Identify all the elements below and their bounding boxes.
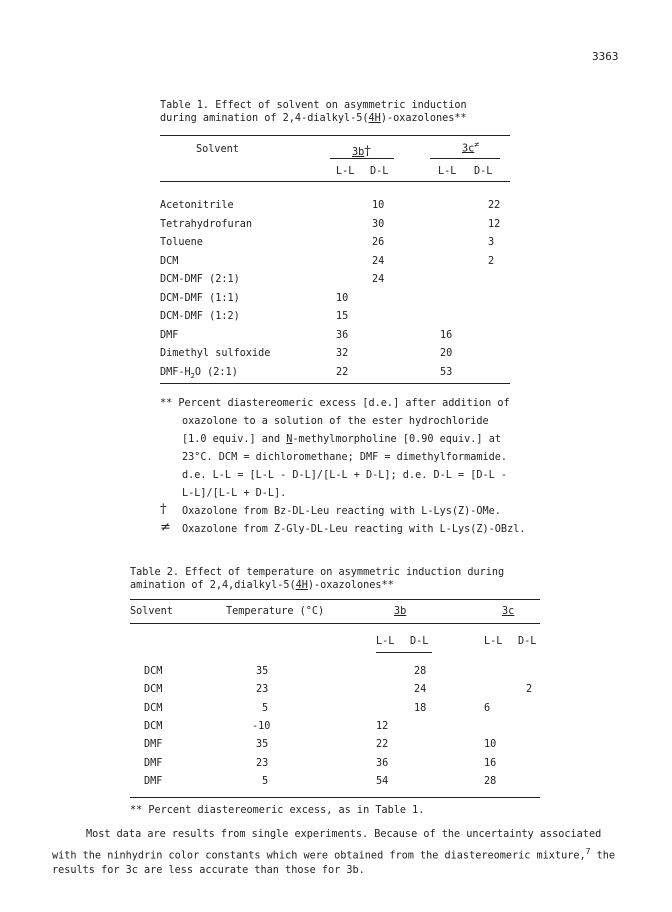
body-line-2: with the ninhydrin color constants which were obtained from the diastereomeric mixture,$^7$ the (52, 847, 615, 862)
table2-cell-solvent: DCM (144, 720, 163, 732)
table2-cell-3c-ll: 10 (484, 739, 497, 751)
table1-cell-3b-ll: 32 (336, 348, 349, 359)
table1-cell-3b-ll: 10 (336, 292, 349, 304)
table2-sub-ll-3c: L-L (484, 636, 503, 647)
table1-cell-3c-dl: 3 (488, 237, 495, 248)
table2-header-temperature: Temperature (°C) (226, 606, 325, 617)
table1-caption-line2: during amination of 2,4-dialkyl-5(4H)-oxazolones** (160, 113, 467, 124)
table1-footnote-dagger: Oxazolone from Bz-DL-Leu reacting with L-Lys(Z)-OMe. (182, 506, 501, 517)
table1-cell-solvent: DCM-DMF (1:2) (160, 311, 240, 322)
table2-header-rule (130, 623, 540, 624)
table2-cell-3b-ll: 36 (376, 757, 389, 769)
table2-cell-temperature: 23 (256, 757, 269, 769)
table1-cell-solvent: Acetonitrile (160, 200, 234, 211)
table2-cell-solvent: DMF (144, 775, 163, 787)
table1-bottom-rule (160, 383, 510, 384)
table1-cell-3c-dl: 12 (488, 218, 501, 230)
table2-cell-temperature: 5 (262, 775, 269, 787)
table1-cell-3b-ll: 36 (336, 329, 349, 341)
table2-caption-line1: Table 2. Effect of temperature on asymmetric induction during (130, 567, 505, 578)
table1-3b-rule (330, 158, 394, 159)
table1-footnote-line-4: 23°C. DCM = dichloromethane; DMF = dimethylformamide. (182, 452, 508, 463)
table2-cell-3b-dl: 18 (414, 702, 427, 714)
table2-header-solvent: Solvent (130, 606, 173, 617)
table1-header-3b: 3b† (352, 144, 371, 159)
table2-3b-rule (376, 652, 432, 653)
table2-cell-3b-ll: 54 (376, 775, 389, 787)
table1-header-rule (160, 181, 510, 182)
table2-cell-solvent: DCM (144, 684, 163, 696)
table2-cell-solvent: DMF (144, 757, 163, 769)
table1-cell-3b-dl: 24 (372, 255, 385, 267)
table2-cell-3b-dl: 28 (414, 666, 427, 677)
table2-cell-3b-ll: 12 (376, 720, 389, 732)
table2-top-rule (130, 599, 540, 600)
table1-header-solvent: Solvent (196, 144, 239, 155)
table1-cell-solvent: DMF-$H_2O$ (2:1) (160, 366, 238, 380)
table1-cell-solvent: Tetrahydrofuran (160, 218, 253, 230)
table1-cell-solvent: Toluene (160, 237, 203, 248)
table2-cell-temperature: 35 (256, 666, 269, 677)
table2-header-3b: 3b (394, 606, 407, 617)
table1-cell-3b-dl: 26 (372, 237, 385, 248)
table2-cell-solvent: DCM (144, 702, 163, 714)
table1-cell-3b-dl: 10 (372, 200, 385, 211)
body-line-3: results for 3c are less accurate than those for 3b. (52, 865, 365, 876)
table1-footnote-line-6: L-L]/[L-L + D-L]. (182, 488, 287, 499)
table1-3c-rule (430, 158, 500, 159)
table1-caption-line1: Table 1. Effect of solvent on asymmetric induction (160, 100, 467, 111)
not-equal-icon: ≠ (474, 140, 480, 149)
table2-cell-solvent: DMF (144, 739, 163, 751)
table1-cell-3c-ll: 20 (440, 348, 453, 359)
table2-cell-3c-ll: 16 (484, 757, 497, 769)
table1-cell-3c-ll: 53 (440, 366, 453, 378)
table1-sub-dl-3c: D-L (474, 166, 493, 177)
table2-sub-ll-3b: L-L (376, 636, 395, 647)
table2-cell-solvent: DCM (144, 666, 163, 677)
table2-cell-temperature: 23 (256, 684, 269, 696)
table1-footnote-line-2: oxazolone to a solution of the ester hydrochloride (182, 416, 489, 427)
table1-cell-3b-ll: 22 (336, 366, 349, 378)
table2-cell-3c-ll: 6 (484, 702, 491, 714)
table1-sub-dl-3b: D-L (370, 166, 389, 177)
table2-sub-dl-3c: D-L (518, 636, 537, 647)
table1-cell-3b-dl: 30 (372, 218, 385, 230)
table1-footnote-line-3: [1.0 equiv.] and N-methylmorpholine [0.90 equiv.] at (182, 434, 501, 445)
table1-header-3c: 3c≠ (462, 140, 480, 155)
dagger-icon: † (364, 144, 371, 159)
table2-cell-temperature: 35 (256, 739, 269, 751)
table2-bottom-rule (130, 797, 540, 798)
table1-footnote-line-5: d.e. L-L = [L-L - D-L]/[L-L + D-L]; d.e. D-L = [D-L - (182, 470, 508, 481)
body-line-1: Most data are results from single experiments. Because of the uncertainty associated (86, 829, 602, 840)
table1-sub-ll-3b: L-L (336, 166, 355, 177)
table1-cell-solvent: DCM-DMF (2:1) (160, 274, 240, 285)
table1-cell-3b-dl: 24 (372, 274, 385, 285)
table1-cell-solvent: DCM (160, 255, 179, 267)
table1-cell-3c-ll: 16 (440, 329, 453, 341)
dagger-footnote-icon: † (160, 502, 167, 517)
table1-cell-solvent: Dimethyl sulfoxide (160, 348, 271, 359)
not-equal-footnote-icon: ≠ (160, 520, 171, 535)
table2-caption-line2: amination of 2,4,dialkyl-5(4H)-oxazolones** (130, 580, 394, 591)
table1-footnote-neq: Oxazolone from Z-Gly-DL-Leu reacting with L-Lys(Z)-OBzl. (182, 524, 526, 535)
table1-cell-3b-ll: 15 (336, 311, 349, 322)
table2-cell-3b-ll: 22 (376, 739, 389, 751)
table1-footnote-line-1: ** Percent diastereomeric excess [d.e.] after addition of (160, 398, 510, 409)
page-number: 3363 (592, 50, 619, 63)
table1-cell-3c-dl: 2 (488, 255, 495, 267)
table2-cell-temperature: -10 (252, 720, 271, 732)
table2-cell-3c-dl: 2 (526, 684, 533, 696)
table1-cell-solvent: DCM-DMF (1:1) (160, 292, 240, 304)
table2-cell-3b-dl: 24 (414, 684, 427, 696)
table1-sub-ll-3c: L-L (438, 166, 457, 177)
table2-cell-3c-ll: 28 (484, 775, 497, 787)
table2-header-3c: 3c (502, 606, 515, 617)
table1-cell-3c-dl: 22 (488, 200, 501, 211)
table2-sub-dl-3b: D-L (410, 636, 429, 647)
table2-footnote: ** Percent diastereomeric excess, as in Table 1. (130, 805, 425, 816)
table2-cell-temperature: 5 (262, 702, 269, 714)
table1-top-rule (160, 135, 510, 136)
table1-cell-solvent: DMF (160, 329, 179, 341)
